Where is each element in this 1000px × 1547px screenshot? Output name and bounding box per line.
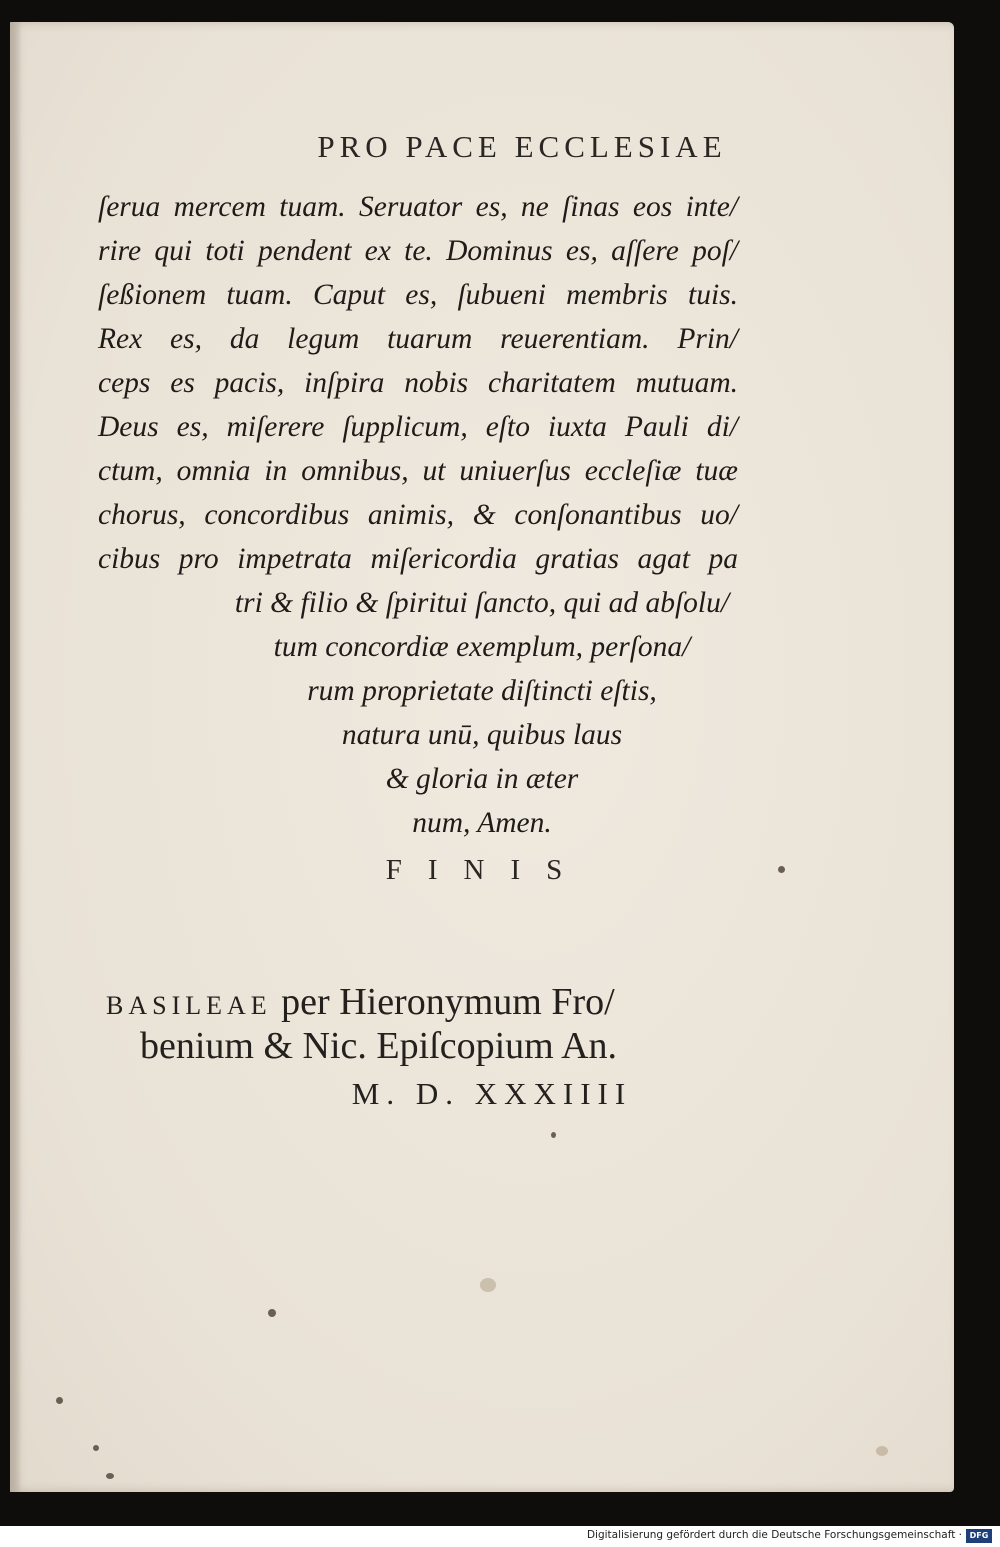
paper-speck xyxy=(93,1445,99,1451)
text-line: rum proprietate diſtincti eſtis, xyxy=(307,675,657,707)
paper-stain xyxy=(876,1446,888,1456)
funding-credit: Digitalisierung gefördert durch die Deutsche Forschungsgemeinschaft · xyxy=(586,1529,962,1541)
footer-bar xyxy=(0,1526,1000,1547)
paper-stain xyxy=(480,1278,496,1292)
imprint-city: BASILEAE xyxy=(106,991,272,1020)
text-line: num, Amen. xyxy=(412,807,552,839)
finis-mark: FINIS xyxy=(385,854,589,886)
dfg-logo-icon: DFG xyxy=(966,1529,992,1543)
text-line: ſerua mercem tuam. Seruator es, ne ſinas eos inte/ xyxy=(98,191,738,223)
imprint-date: M. D. XXXIIII xyxy=(351,1076,633,1111)
text-line: ſeßionem tuam. Caput es, ſubueni membris tuis. xyxy=(98,279,738,311)
paper-page xyxy=(10,22,954,1492)
running-head: PRO PACE ECCLESIAE xyxy=(317,129,727,164)
text-line: chorus, concordibus animis, & conſonantibus uo/ xyxy=(98,499,738,531)
imprint-printer: per Hieronymum Fro/ xyxy=(271,981,615,1023)
paper-speck xyxy=(778,866,785,873)
text-line: ceps es pacis, inſpira nobis charitatem mutuam. xyxy=(98,367,738,399)
imprint-line-1 xyxy=(106,980,615,1028)
text-line: ctum, omnia in omnibus, ut uniuerſus eccleſiæ tuæ xyxy=(98,455,738,487)
paper-speck xyxy=(551,1132,556,1138)
text-line: rire qui toti pendent ex te. Dominus es, aſſere poſ/ xyxy=(98,235,738,267)
text-line: tum concordiæ exemplum, perſona/ xyxy=(273,631,691,663)
text-line: cibus pro impetrata miſericordia gratias agat pa xyxy=(98,543,738,575)
text-line: Deus es, miſerere ſupplicum, eſto iuxta Pauli di/ xyxy=(98,411,738,443)
paper-speck xyxy=(268,1309,276,1317)
paper-speck xyxy=(56,1397,63,1404)
text-line: & gloria in æter xyxy=(385,763,579,795)
text-line: Rex es, da legum tuarum reuerentiam. Prin/ xyxy=(98,323,738,355)
text-line: tri & filio & ſpiritui ſancto, qui ad abſolu/ xyxy=(234,587,730,619)
imprint-line-2: benium & Nic. Epiſcopium An. xyxy=(140,1025,618,1067)
text-line: natura unū, quibus laus xyxy=(341,719,623,751)
paper-speck xyxy=(106,1473,114,1479)
